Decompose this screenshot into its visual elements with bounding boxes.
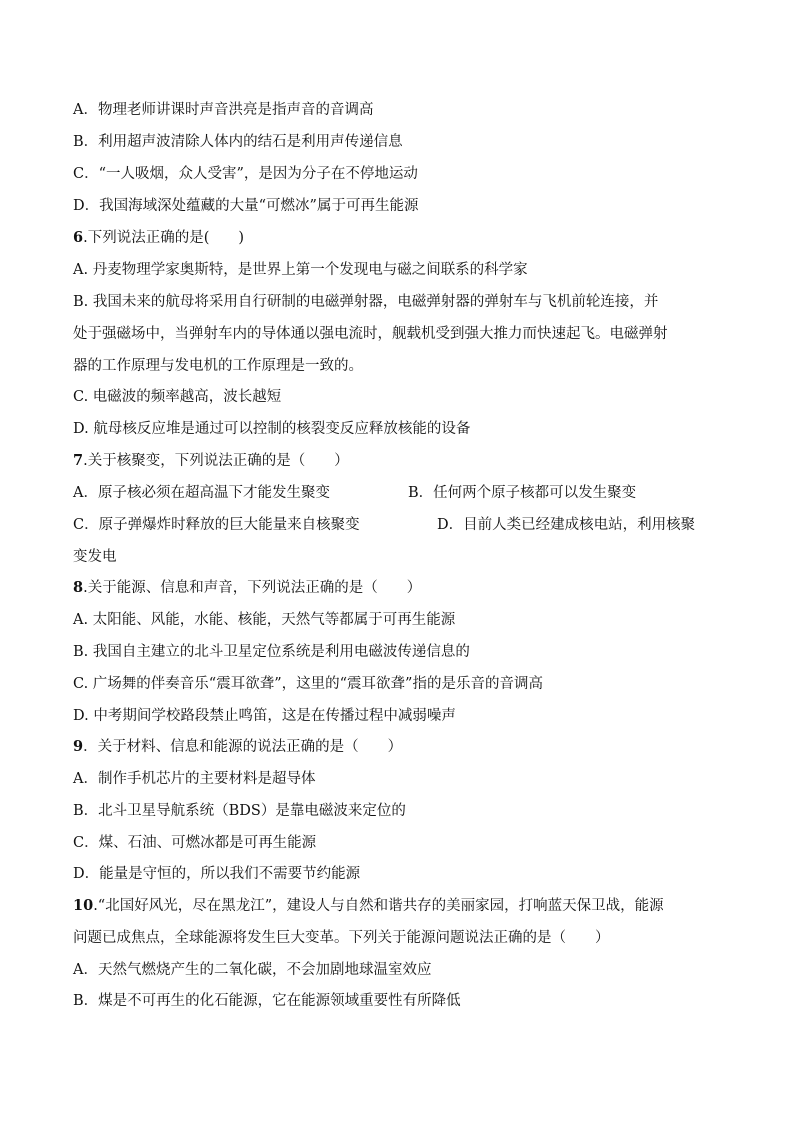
q9-stem xyxy=(73,737,733,757)
q9-stem-text: ．关于材料、信息和能源的说法正确的是（ ） xyxy=(83,739,403,755)
q7-option-b: B．任何两个原子核都可以发生聚变 xyxy=(408,485,637,501)
q10-option-b: B．煤是不可再生的化石能源，它在能源领域重要性有所降低 xyxy=(73,993,461,1009)
q5-option-a: A．物理老师讲课时声音洪亮是指声音的音调高 xyxy=(73,102,374,118)
q10-stem-text: .“北国好风光，尽在黑龙江”，建设人与自然和谐共存的美丽家园，打响蓝天保卫战，能源 xyxy=(93,898,664,914)
q7-option-d-line1: D．目前人类已经建成核电站，利用核聚 xyxy=(437,517,696,533)
q6-option-b-line3: 器的工作原理与发电机的工作原理是一致的。 xyxy=(73,358,363,374)
q6-number: 6 xyxy=(73,229,84,246)
q6-option-c: C. 电磁波的频率越高，波长越短 xyxy=(73,389,282,405)
q6-stem xyxy=(73,228,733,248)
q8-option-b: B. 我国自主建立的北斗卫星定位系统是利用电磁波传递信息的 xyxy=(73,644,470,660)
q7-option-a: A．原子核必须在超高温下才能发生聚变 xyxy=(73,485,330,501)
q8-stem xyxy=(73,578,733,598)
q7-option-c: C．原子弹爆炸时释放的巨大能量来自核聚变 xyxy=(73,517,360,533)
q8-option-a: A. 太阳能、风能，水能、核能，天然气等都属于可再生能源 xyxy=(73,612,456,628)
q8-option-d: D. 中考期间学校路段禁止鸣笛，这是在传播过程中减弱噪声 xyxy=(73,708,456,724)
q7-number: 7 xyxy=(73,452,84,469)
q10-option-a: A．天然气燃烧产生的二氧化碳，不会加剧地球温室效应 xyxy=(73,962,432,978)
q5-option-b: B．利用超声波清除人体内的结石是利用声传递信息 xyxy=(73,134,403,150)
q10-stem-line2: 问题已成焦点，全球能源将发生巨大变革。下列关于能源问题说法正确的是（ ） xyxy=(73,930,610,946)
q9-number: 9 xyxy=(73,738,84,755)
q6-option-b-line1: B. 我国未来的航母将采用自行研制的电磁弹射器，电磁弹射器的弹射车与飞机前轮连接，并 xyxy=(73,294,659,310)
q7-option-d-line2: 变发电 xyxy=(73,549,117,565)
q7-stem-text: .关于核聚变，下列说法正确的是（ ） xyxy=(83,453,349,469)
q8-stem-text: .关于能源、信息和声音，下列说法正确的是（ ） xyxy=(83,580,422,596)
q7-stem xyxy=(73,451,733,471)
q6-option-a: A. 丹麦物理学家奥斯特，是世界上第一个发现电与磁之间联系的科学家 xyxy=(73,262,528,278)
q6-option-d: D. 航母核反应堆是通过可以控制的核裂变反应释放核能的设备 xyxy=(73,421,471,437)
q8-number: 8 xyxy=(73,579,84,596)
q9-option-b: B．北斗卫星导航系统（BDS）是靠电磁波来定位的 xyxy=(73,803,406,819)
q8-option-c: C. 广场舞的伴奏音乐“震耳欲聋”，这里的“震耳欲聋”指的是乐音的音调高 xyxy=(73,676,543,692)
q9-option-a: A．制作手机芯片的主要材料是超导体 xyxy=(73,771,316,787)
q9-option-d: D．能量是守恒的，所以我们不需要节约能源 xyxy=(73,866,361,882)
q6-stem-text: .下列说法正确的是( ) xyxy=(83,230,245,246)
q9-option-c: C．煤、石油、可燃冰都是可再生能源 xyxy=(73,835,317,851)
q10-number: 10 xyxy=(73,897,94,914)
q5-option-c: C．“一人吸烟，众人受害”，是因为分子在不停地运动 xyxy=(73,166,418,182)
q5-option-d: D．我国海域深处蕴藏的大量“可燃冰”属于可再生能源 xyxy=(73,198,419,214)
q6-option-b-line2: 处于强磁场中，当弹射车内的导体通以强电流时，舰载机受到强大推力而快速起飞。电磁弹射 xyxy=(73,326,668,342)
q10-stem-line1 xyxy=(73,896,733,916)
